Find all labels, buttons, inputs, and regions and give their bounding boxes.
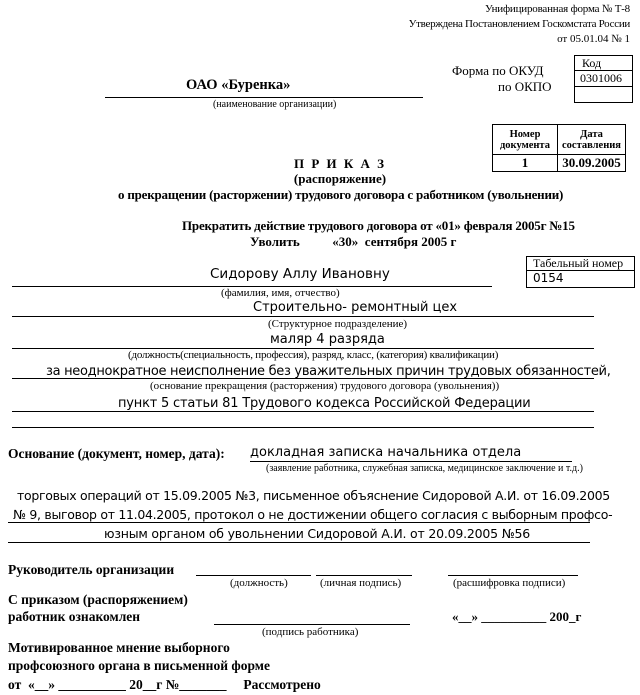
terminate-contract-line: Прекратить действие трудового договора от «01» февраля 2005г №15	[182, 218, 575, 233]
order-subtitle: (распоряжение)	[293, 171, 387, 186]
head-signature-caption: (личная подпись)	[320, 577, 402, 589]
department-line	[12, 316, 594, 317]
head-signature-line	[316, 575, 412, 576]
termination-reason: за неоднократное неисполнение без уважительных причин трудовых обязанностей,	[46, 364, 611, 379]
head-position-line	[196, 575, 311, 576]
employee-signature-caption: (подпись работника)	[262, 626, 359, 638]
organization-caption: (наименование организации)	[213, 99, 337, 110]
okpo-label: по ОКПО	[498, 79, 552, 94]
position-caption: (должность(специальность, профессия), разряд, класс, (категория) квалификации)	[128, 349, 499, 361]
tabel-value: 0154	[533, 271, 564, 285]
codes-divider-2	[574, 86, 632, 87]
employee-name: Сидорову Аллу Ивановну	[210, 266, 390, 282]
approved-label: Утверждена Постановлением Госкомстата России	[408, 18, 630, 30]
department-caption: (Структурное подразделение)	[268, 318, 408, 330]
law-line-1	[12, 411, 594, 412]
employee-department: Строительно- ремонтный цех	[253, 300, 458, 315]
reason-caption: (основание прекращения (расторжения) трудового договора (увольнения))	[150, 380, 500, 392]
basis-line-2: торговых операций от 15.09.2005 №3, письменное объяснение Сидоровой А.И. от 16.09.2005	[17, 488, 610, 503]
head-position-caption: (должность)	[230, 577, 288, 589]
head-decode-caption: (расшифровка подписи)	[453, 577, 566, 589]
employee-signature-line	[214, 624, 410, 625]
reason-line	[12, 378, 594, 379]
acquainted-date: «__» __________ 200_г	[452, 609, 582, 624]
basis-caption: (заявление работника, служебная записка, медицинское заключение и т.д.)	[266, 463, 583, 474]
basis-underline-4	[8, 542, 590, 543]
order-description: о прекращении (расторжении) трудового договора с работником (увольнении)	[118, 187, 564, 202]
tabel-label: Табельный номер	[533, 256, 624, 270]
acquainted-line-1: С приказом (распоряжением)	[8, 592, 188, 607]
code-header: Код	[582, 56, 602, 70]
organization-underline	[105, 97, 423, 98]
doc-date-value: 30.09.2005	[558, 155, 626, 172]
organization-name: ОАО «Буренка»	[186, 77, 291, 93]
basis-underline-3	[8, 522, 590, 523]
doc-date-header: Дата составления	[558, 125, 626, 155]
union-line-3: от «__» __________ 20__г №_______ Рассмотрено	[8, 677, 321, 692]
order-title: П Р И К А З	[293, 156, 387, 171]
okud-label: Форма по ОКУД	[452, 63, 544, 78]
basis-value: докладная записка начальника отдела	[250, 445, 522, 460]
basis-label: Основание (документ, номер, дата):	[8, 446, 225, 461]
basis-line-4: юзным органом об увольнении Сидоровой А.И. от 20.09.2005 №56	[104, 526, 531, 541]
acquainted-line-2: работник ознакомлен	[8, 609, 141, 624]
okud-value: 0301006	[580, 71, 622, 85]
law-line-2	[12, 427, 594, 428]
termination-law: пункт 5 статьи 81 Трудового кодекса Российской Федерации	[118, 396, 531, 411]
dismiss-date-line: Уволить «30» сентября 2005 г	[250, 234, 457, 249]
basis-line-3: № 9, выговор от 11.04.2005, протокол о не достижении общего согласия с выборным профсо-	[13, 507, 613, 522]
approval-date-number: от 05.01.04 № 1	[557, 33, 630, 45]
union-line-2: профсоюзного органа в письменной форме	[8, 658, 270, 673]
employee-name-caption: (фамилия, имя, отчество)	[221, 287, 340, 299]
basis-line	[250, 461, 572, 462]
head-decode-line	[448, 575, 578, 576]
head-org-label: Руководитель организации	[8, 562, 175, 577]
doc-number-value: 1	[493, 155, 558, 172]
union-line-1: Мотивированное мнение выборного	[8, 640, 230, 655]
employee-position: маляр 4 разряда	[270, 332, 385, 347]
doc-number-header: Номер документа	[493, 125, 558, 155]
unified-form-label: Унифицированная форма № Т-8	[485, 3, 630, 15]
